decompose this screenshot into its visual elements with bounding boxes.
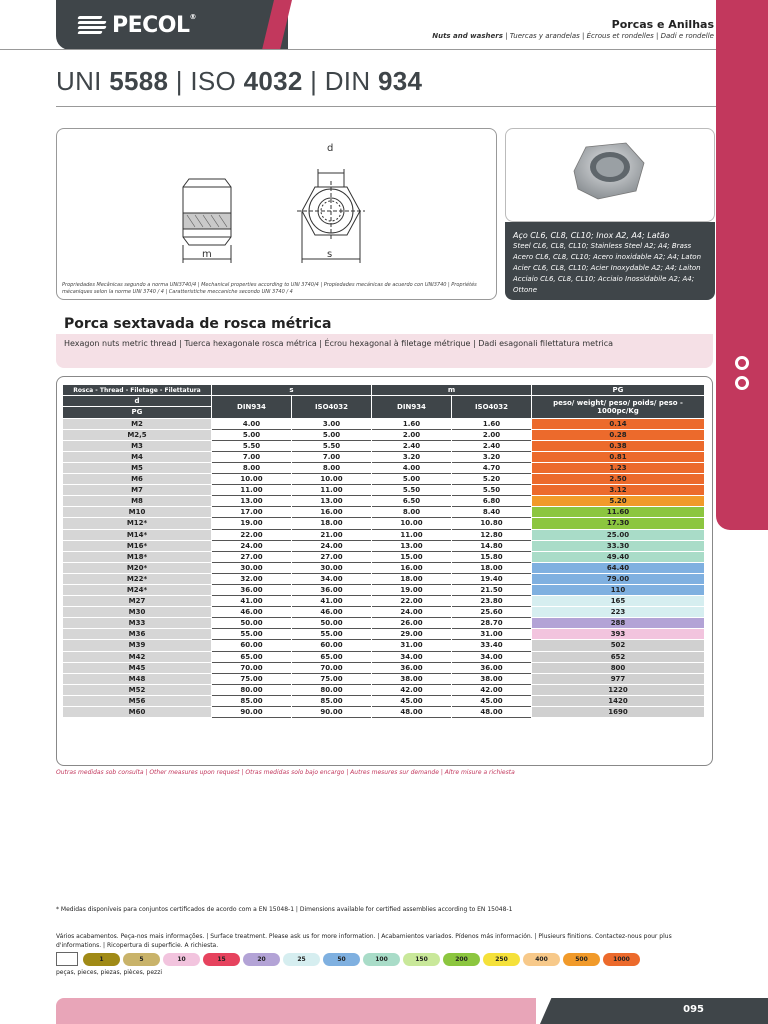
cell-m-iso: 2.00 — [452, 430, 531, 441]
cell-m-din: 18.00 — [372, 574, 451, 585]
cell-weight: 1690 — [532, 707, 704, 718]
table-row — [63, 607, 704, 618]
cell-s-iso: 11.00 — [292, 485, 371, 496]
quantity-pill: 15 — [203, 953, 240, 966]
cell-s-din: 32.00 — [212, 574, 291, 585]
cell-weight: 288 — [532, 618, 704, 629]
cell-s-din: 85.00 — [212, 696, 291, 707]
cell-thread: M60 — [63, 707, 211, 718]
quantity-pill: 1 — [83, 953, 120, 966]
header-weight: peso/ weight/ peso/ poids/ peso - 1000pc/Kg — [532, 396, 704, 418]
cell-s-din: 30.00 — [212, 563, 291, 574]
cell-m-iso: 18.00 — [452, 563, 531, 574]
header-thread: Rosca - Thread - Filetage - Filettatura — [63, 385, 211, 396]
mechanical-properties-note: Propriedades Mecânicas segundo a norma UNI3740/4 | Mechanical properties according to UNI 3740/4 | Propiedades mecánicas de acuerdo con UNI3740 | Propriétés mécaniques selon la norme UNI 3740 / 4 | Caratteristiche meccaniche secondo UNI 3740 / 4 — [62, 282, 477, 295]
cell-s-iso: 41.00 — [292, 596, 371, 607]
cell-m-iso: 48.00 — [452, 707, 531, 718]
cell-m-iso: 45.00 — [452, 696, 531, 707]
cell-thread: M20* — [63, 563, 211, 574]
cell-thread: M30 — [63, 607, 211, 618]
nut-drawing — [57, 129, 498, 301]
cell-m-din: 48.00 — [372, 707, 451, 718]
cell-m-din: 13.00 — [372, 541, 451, 552]
brand-name: PECOL — [112, 12, 190, 38]
cell-s-din: 27.00 — [212, 552, 291, 563]
table-row — [63, 419, 704, 430]
cell-s-din: 5.50 — [212, 441, 291, 452]
cell-thread: M52 — [63, 685, 211, 696]
cell-thread: M22* — [63, 574, 211, 585]
table-row — [63, 474, 704, 485]
header-pg-sub: PG — [63, 407, 211, 418]
cell-s-iso: 16.00 — [292, 507, 371, 518]
cell-s-iso: 80.00 — [292, 685, 371, 696]
cell-s-din: 50.00 — [212, 618, 291, 629]
quantity-pill: 10 — [163, 953, 200, 966]
quantity-pill: 200 — [443, 953, 480, 966]
table-row — [63, 707, 704, 718]
cell-s-din: 10.00 — [212, 474, 291, 485]
cell-thread: M27 — [63, 596, 211, 607]
table-row — [63, 674, 704, 685]
cell-s-din: 8.00 — [212, 463, 291, 474]
table-row — [63, 696, 704, 707]
quantity-pill: 25 — [283, 953, 320, 966]
header-m-din: DIN934 — [372, 396, 451, 418]
cell-m-din: 29.00 — [372, 629, 451, 640]
cell-m-din: 11.00 — [372, 530, 451, 541]
cell-thread: M6 — [63, 474, 211, 485]
cell-s-din: 41.00 — [212, 596, 291, 607]
cell-s-din: 19.00 — [212, 518, 291, 529]
cell-s-iso: 90.00 — [292, 707, 371, 718]
category-title: Porcas e Anilhas — [611, 18, 714, 31]
cell-s-din: 24.00 — [212, 541, 291, 552]
cell-s-iso: 60.00 — [292, 640, 371, 651]
table-row — [63, 574, 704, 585]
header-m-iso: ISO4032 — [452, 396, 531, 418]
cell-s-din: 80.00 — [212, 685, 291, 696]
cell-weight: 1420 — [532, 696, 704, 707]
category-subtitle: Nuts and washers | Tuercas y arandelas | Écrous et rondelles | Dadi e rondelle — [432, 32, 714, 40]
other-measures-note: Outras medidas sob consulta | Other measures upon request | Otras medidas solo bajo encargo | Autres mesures sur demande | Altre misure a richiesta — [56, 769, 515, 776]
cell-m-iso: 31.00 — [452, 629, 531, 640]
cell-m-iso: 5.20 — [452, 474, 531, 485]
material-line: Acciaio CL6, CL8, CL10; Acciaio Inossidabile A2; A4; Ottone — [513, 275, 695, 294]
technical-drawing-panel — [56, 128, 497, 300]
header-m: m — [372, 385, 531, 396]
cell-m-din: 4.00 — [372, 463, 451, 474]
cell-s-iso: 8.00 — [292, 463, 371, 474]
footer-bar — [56, 998, 536, 1024]
cell-weight: 49.40 — [532, 552, 704, 563]
material-line: Acero CL6, CL8, CL10; Acero inoxidable A2; A4; Laton — [513, 253, 702, 261]
cell-thread: M39 — [63, 640, 211, 651]
cell-m-din: 16.00 — [372, 563, 451, 574]
cell-m-din: 5.00 — [372, 474, 451, 485]
table-row — [63, 640, 704, 651]
cell-thread: M8 — [63, 496, 211, 507]
cell-weight: 0.81 — [532, 452, 704, 463]
cell-thread: M2,5 — [63, 430, 211, 441]
cell-s-iso: 65.00 — [292, 652, 371, 663]
certified-note: * Medidas disponíveis para conjuntos certificados de acordo com a EN 15048-1 | Dimensions available for certified assemblies according to EN 15048-1 — [56, 906, 513, 913]
table-row — [63, 430, 704, 441]
cell-s-iso: 36.00 — [292, 585, 371, 596]
table-row — [63, 652, 704, 663]
cell-weight: 165 — [532, 596, 704, 607]
table-row — [63, 441, 704, 452]
cell-thread: M48 — [63, 674, 211, 685]
cell-s-din: 11.00 — [212, 485, 291, 496]
cell-m-din: 26.00 — [372, 618, 451, 629]
cell-s-iso: 55.00 — [292, 629, 371, 640]
quantity-pill: 1000 — [603, 953, 640, 966]
cell-m-din: 36.00 — [372, 663, 451, 674]
cell-s-iso: 70.00 — [292, 663, 371, 674]
brand-logo — [56, 0, 288, 50]
cell-m-din: 19.00 — [372, 585, 451, 596]
cell-s-iso: 30.00 — [292, 563, 371, 574]
cell-thread: M5 — [63, 463, 211, 474]
cell-m-iso: 10.80 — [452, 518, 531, 529]
box-icon — [56, 952, 78, 966]
cell-thread: M4 — [63, 452, 211, 463]
cell-s-iso: 3.00 — [292, 419, 371, 430]
cell-m-din: 24.00 — [372, 607, 451, 618]
quantity-pill: 400 — [523, 953, 560, 966]
table-row — [63, 585, 704, 596]
table-row — [63, 541, 704, 552]
cell-m-din: 31.00 — [372, 640, 451, 651]
cell-m-iso: 42.00 — [452, 685, 531, 696]
quantity-pill: 100 — [363, 953, 400, 966]
cell-m-din: 10.00 — [372, 518, 451, 529]
nut-washer-icon — [730, 356, 754, 396]
cell-s-din: 22.00 — [212, 530, 291, 541]
cell-s-iso: 5.50 — [292, 441, 371, 452]
cell-weight: 223 — [532, 607, 704, 618]
cell-s-din: 7.00 — [212, 452, 291, 463]
cell-m-iso: 3.20 — [452, 452, 531, 463]
cell-weight: 0.14 — [532, 419, 704, 430]
cell-s-din: 13.00 — [212, 496, 291, 507]
cell-m-din: 6.50 — [372, 496, 451, 507]
cell-weight: 1.23 — [532, 463, 704, 474]
cell-thread: M56 — [63, 696, 211, 707]
table-row — [63, 563, 704, 574]
cell-m-iso: 14.80 — [452, 541, 531, 552]
cell-m-iso: 33.40 — [452, 640, 531, 651]
cell-m-iso: 36.00 — [452, 663, 531, 674]
quantity-pill: 50 — [323, 953, 360, 966]
hex-nut-photo-icon — [506, 129, 716, 223]
cell-thread: M33 — [63, 618, 211, 629]
cell-s-din: 90.00 — [212, 707, 291, 718]
cell-weight: 3.12 — [532, 485, 704, 496]
header-s-din: DIN934 — [212, 396, 291, 418]
finishes-note: Vários acabamentos. Peça-nos mais informações. | Surface treatment. Please ask us for more information. | Acabamientos variados. Pídenos más información. | Plusieurs finitions. Contactez-nous pour plus d'informations. | Ricopertura di superficie. A richiesta. — [56, 933, 672, 949]
cell-m-din: 22.00 — [372, 596, 451, 607]
table-row — [63, 685, 704, 696]
cell-m-iso: 12.80 — [452, 530, 531, 541]
cell-thread: M36 — [63, 629, 211, 640]
cell-s-din: 17.00 — [212, 507, 291, 518]
cell-thread: M3 — [63, 441, 211, 452]
cell-s-iso: 5.00 — [292, 430, 371, 441]
cell-s-din: 36.00 — [212, 585, 291, 596]
cell-weight: 25.00 — [532, 530, 704, 541]
section-tab — [716, 0, 768, 530]
header-d: d — [63, 396, 211, 407]
cell-m-din: 38.00 — [372, 674, 451, 685]
cell-weight: 33.30 — [532, 541, 704, 552]
table-row — [63, 452, 704, 463]
cell-weight: 5.20 — [532, 496, 704, 507]
cell-m-iso: 4.70 — [452, 463, 531, 474]
cell-weight: 2.50 — [532, 474, 704, 485]
material-line: Aço CL6, CL8, CL10; Inox A2, A4; Latão — [513, 231, 670, 240]
cell-s-iso: 34.00 — [292, 574, 371, 585]
cell-m-din: 2.00 — [372, 430, 451, 441]
cell-m-iso: 28.70 — [452, 618, 531, 629]
cell-s-din: 55.00 — [212, 629, 291, 640]
footer-page-tab — [540, 998, 768, 1024]
cell-s-din: 70.00 — [212, 663, 291, 674]
cell-m-iso: 5.50 — [452, 485, 531, 496]
cell-m-din: 45.00 — [372, 696, 451, 707]
cell-m-din: 2.40 — [372, 441, 451, 452]
cell-m-iso: 23.80 — [452, 596, 531, 607]
cell-m-din: 1.60 — [372, 419, 451, 430]
product-photo — [505, 128, 715, 222]
table-row — [63, 485, 704, 496]
cell-weight: 110 — [532, 585, 704, 596]
cell-s-iso: 75.00 — [292, 674, 371, 685]
cell-weight: 64.40 — [532, 563, 704, 574]
cell-s-iso: 13.00 — [292, 496, 371, 507]
table-row — [63, 507, 704, 518]
table-row — [63, 530, 704, 541]
cell-m-iso: 38.00 — [452, 674, 531, 685]
section-subtitle: Hexagon nuts metric thread | Tuerca hexagonale rosca métrica | Écrou hexagonal à filetage métrique | Dadi esagonali filettatura metrica — [56, 334, 713, 368]
table-row — [63, 496, 704, 507]
cell-m-iso: 19.40 — [452, 574, 531, 585]
header-divider — [0, 49, 716, 50]
quantity-pill: 5 — [123, 953, 160, 966]
quantity-pill: 250 — [483, 953, 520, 966]
cell-s-din: 5.00 — [212, 430, 291, 441]
logo-stripes-icon — [78, 14, 108, 36]
cell-thread: M42 — [63, 652, 211, 663]
material-line: Steel CL6, CL8, CL10; Stainless Steel A2; A4; Brass — [513, 242, 692, 250]
quantity-pill: 150 — [403, 953, 440, 966]
cell-thread: M18* — [63, 552, 211, 563]
cell-weight: 79.00 — [532, 574, 704, 585]
dim-s-label: s — [327, 249, 333, 260]
cell-m-iso: 6.80 — [452, 496, 531, 507]
materials-panel — [505, 222, 715, 300]
cell-s-din: 75.00 — [212, 674, 291, 685]
cell-weight: 800 — [532, 663, 704, 674]
cell-thread: M45 — [63, 663, 211, 674]
cell-m-iso: 25.60 — [452, 607, 531, 618]
page-number: 095 — [683, 1004, 704, 1015]
registered-mark: ® — [189, 12, 197, 21]
cell-m-din: 5.50 — [372, 485, 451, 496]
cell-thread: M7 — [63, 485, 211, 496]
cell-s-din: 46.00 — [212, 607, 291, 618]
cell-thread: M12* — [63, 518, 211, 529]
cell-s-iso: 18.00 — [292, 518, 371, 529]
cell-m-din: 8.00 — [372, 507, 451, 518]
cell-weight: 0.38 — [532, 441, 704, 452]
cell-m-iso: 21.50 — [452, 585, 531, 596]
dim-m-label: m — [202, 249, 212, 260]
cell-s-iso: 24.00 — [292, 541, 371, 552]
cell-m-iso: 1.60 — [452, 419, 531, 430]
cell-m-din: 42.00 — [372, 685, 451, 696]
cell-m-iso: 15.80 — [452, 552, 531, 563]
page-title: UNI 5588 | ISO 4032 | DIN 934 — [56, 66, 423, 96]
quantity-pill: 500 — [563, 953, 600, 966]
cell-s-iso: 7.00 — [292, 452, 371, 463]
table-row — [63, 552, 704, 563]
cell-m-iso: 34.00 — [452, 652, 531, 663]
cell-s-iso: 10.00 — [292, 474, 371, 485]
cell-s-iso: 85.00 — [292, 696, 371, 707]
cell-weight: 11.60 — [532, 507, 704, 518]
cell-s-iso: 27.00 — [292, 552, 371, 563]
cell-thread: M2 — [63, 419, 211, 430]
table-row — [63, 629, 704, 640]
cell-m-din: 34.00 — [372, 652, 451, 663]
cell-s-din: 60.00 — [212, 640, 291, 651]
cell-s-iso: 50.00 — [292, 618, 371, 629]
header-s: s — [212, 385, 371, 396]
cell-m-din: 15.00 — [372, 552, 451, 563]
table-row — [63, 596, 704, 607]
cell-s-iso: 46.00 — [292, 607, 371, 618]
table-row — [63, 463, 704, 474]
cell-s-din: 4.00 — [212, 419, 291, 430]
table-row — [63, 663, 704, 674]
header-pg: PG — [532, 385, 704, 396]
dimensions-table — [62, 385, 705, 718]
cell-thread: M24* — [63, 585, 211, 596]
cell-weight: 502 — [532, 640, 704, 651]
title-divider — [56, 106, 716, 107]
cell-thread: M14* — [63, 530, 211, 541]
table-row — [63, 518, 704, 529]
cell-thread: M10 — [63, 507, 211, 518]
cell-m-din: 3.20 — [372, 452, 451, 463]
cell-weight: 17.30 — [532, 518, 704, 529]
cell-weight: 652 — [532, 652, 704, 663]
cell-thread: M16* — [63, 541, 211, 552]
material-line: Acier CL6, CL8, CL10; Acier Inoxydable A2; A4; Laiton — [513, 264, 701, 272]
header-s-iso: ISO4032 — [292, 396, 371, 418]
section-title: Porca sextavada de rosca métrica — [64, 316, 332, 332]
cell-weight: 393 — [532, 629, 704, 640]
quantity-scale — [56, 952, 640, 966]
cell-m-iso: 8.40 — [452, 507, 531, 518]
table-row — [63, 618, 704, 629]
cell-weight: 0.28 — [532, 430, 704, 441]
dim-d-label: d — [327, 143, 334, 154]
cell-s-iso: 21.00 — [292, 530, 371, 541]
cell-m-iso: 2.40 — [452, 441, 531, 452]
cell-weight: 1220 — [532, 685, 704, 696]
cell-s-din: 65.00 — [212, 652, 291, 663]
pieces-label: peças, pieces, piezas, pièces, pezzi — [56, 969, 163, 976]
quantity-pill: 20 — [243, 953, 280, 966]
cell-weight: 977 — [532, 674, 704, 685]
